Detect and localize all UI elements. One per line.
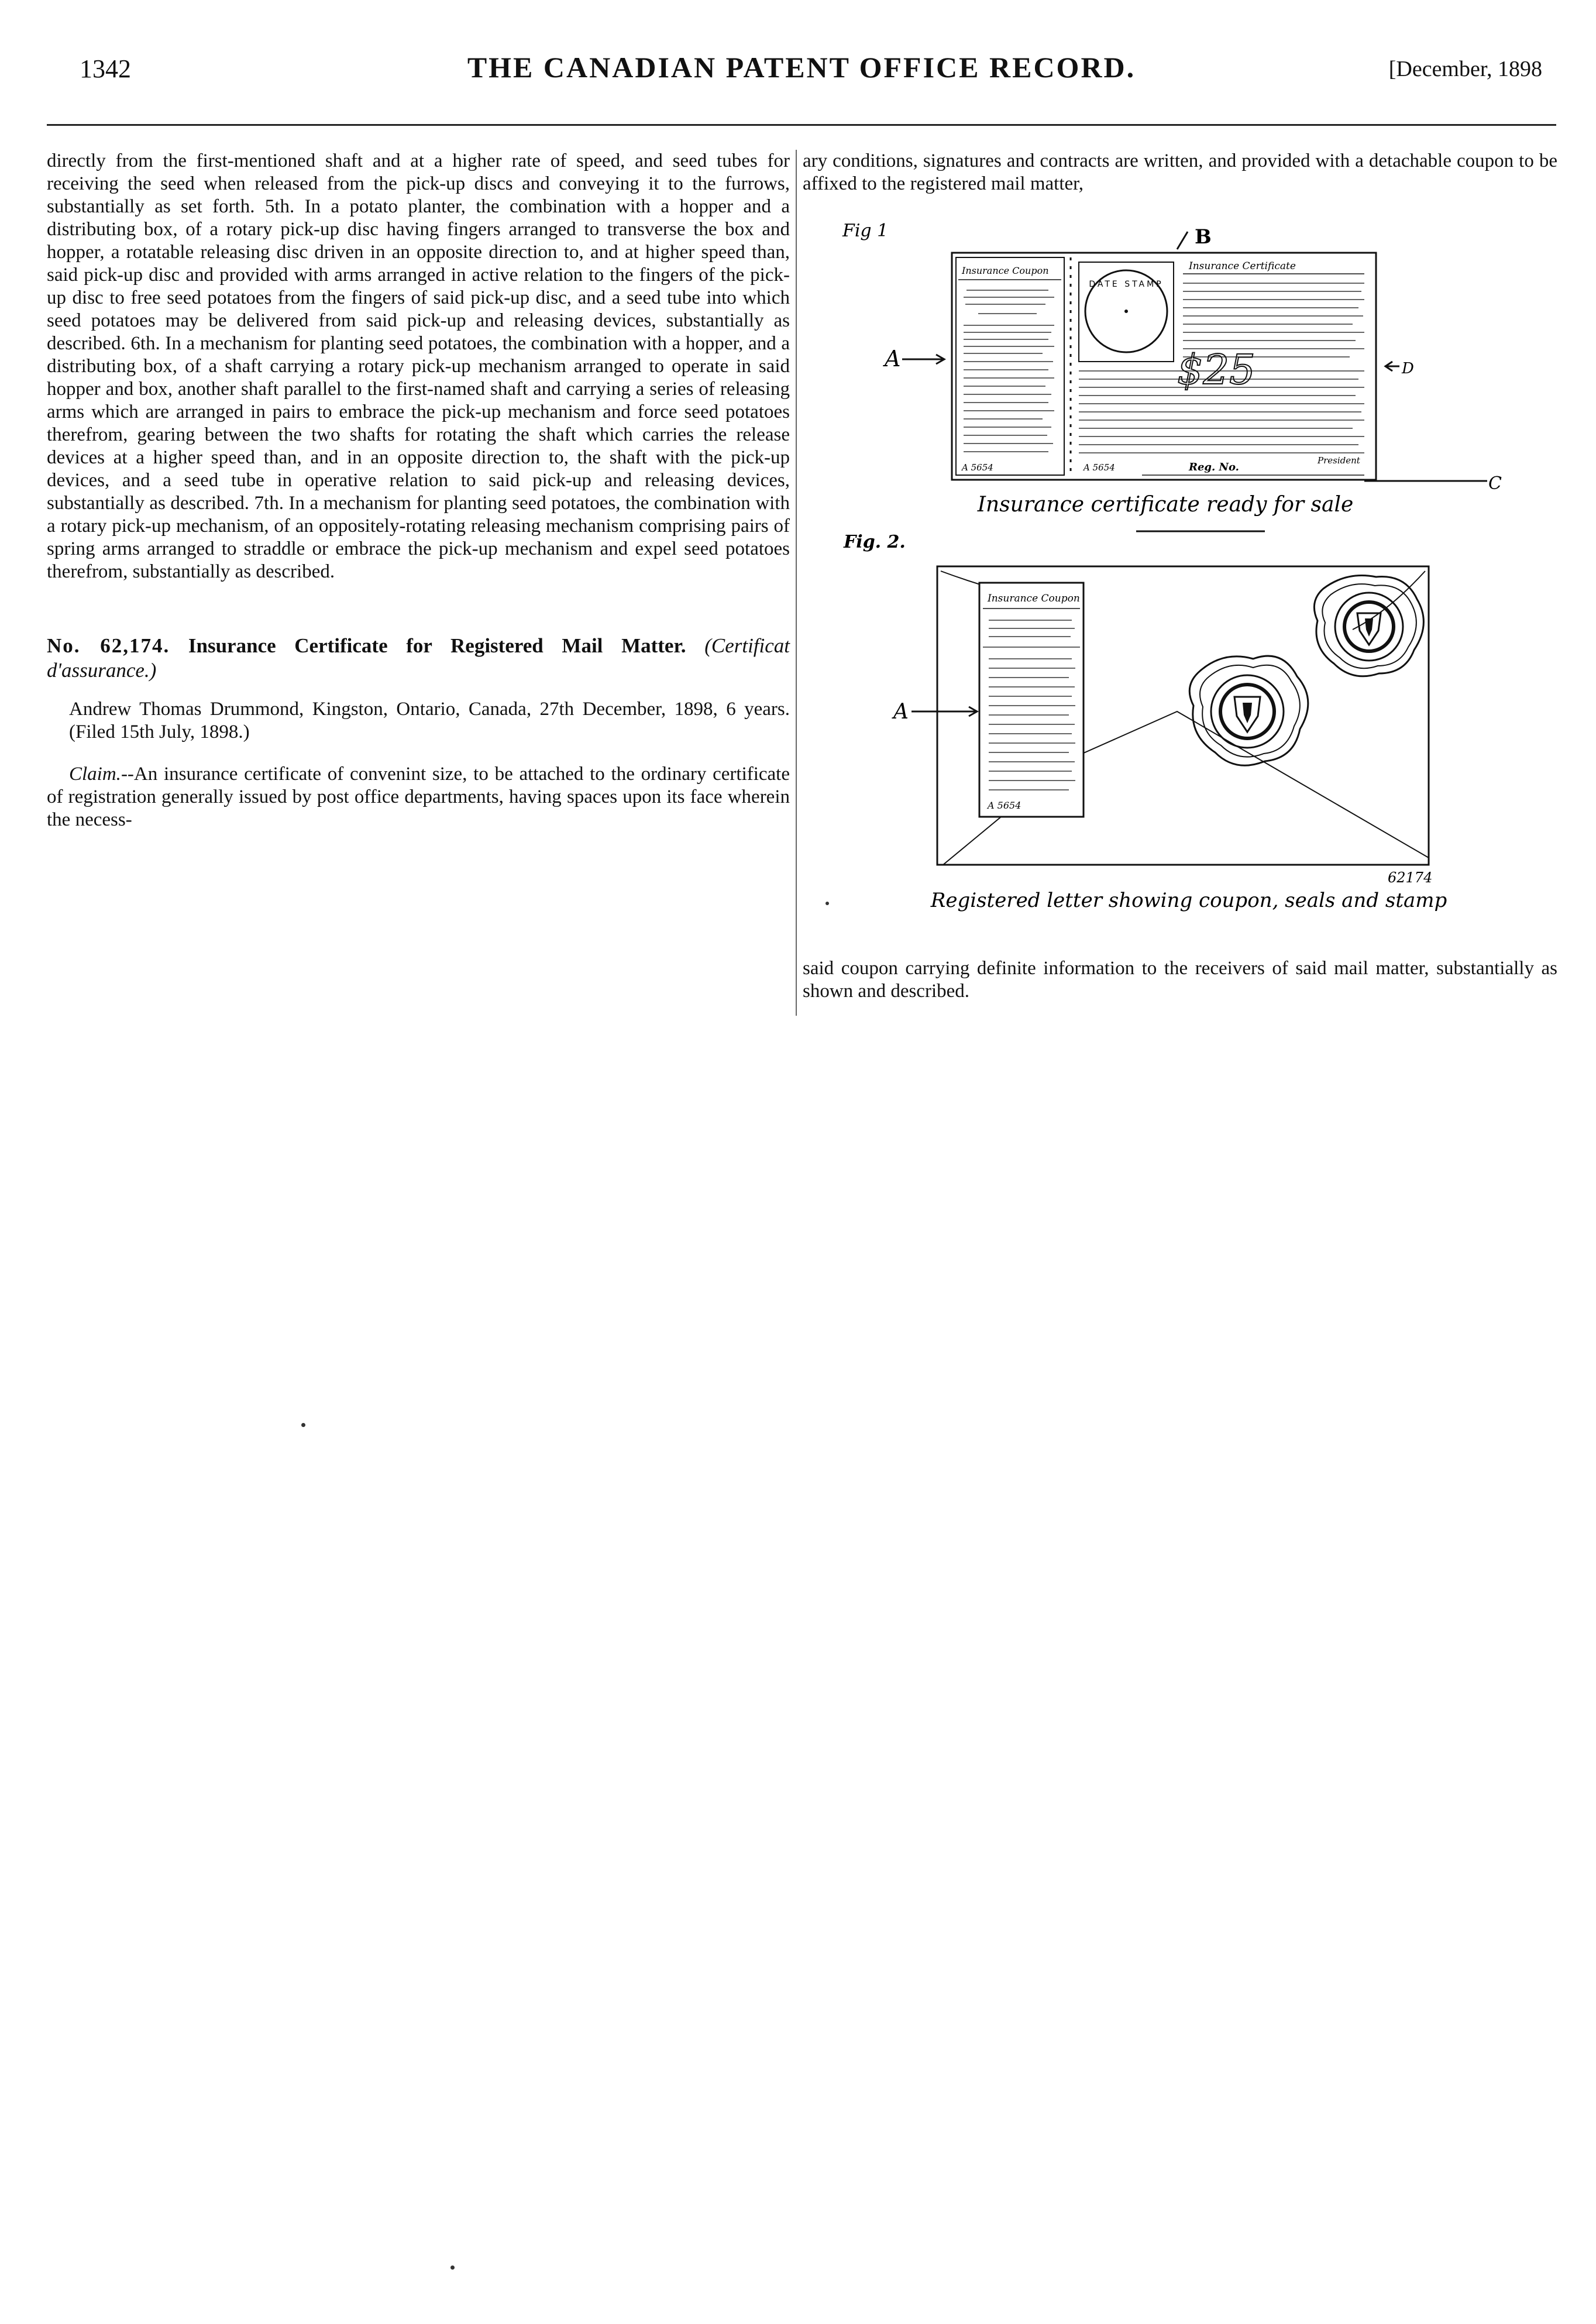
fig2-label: Fig. 2. xyxy=(844,532,906,552)
right-column-bottom xyxy=(803,957,1557,1003)
claim-final-text: said coupon carrying definite information to the receivers of said mail matter, substantially as shown and described. xyxy=(803,958,1557,1002)
fig1-coupon-handwriting xyxy=(964,290,1054,452)
fig1-ref-a: A xyxy=(885,346,901,372)
fig1-ref-c: C xyxy=(1488,473,1502,494)
fig1-ref-b-arrow xyxy=(1177,232,1188,249)
claim-continuation: ary conditions, signatures and contracts are written, and provided with a detachable coupon to be affixed to the registered mail matter, xyxy=(803,150,1557,194)
fig1-certificate-number: A 5654 xyxy=(1084,462,1115,473)
column-divider xyxy=(796,150,797,1016)
right-column xyxy=(803,150,1557,195)
fig1-amount-flourish: $25 xyxy=(1177,346,1256,394)
left-column xyxy=(47,150,790,831)
figure-drawing xyxy=(803,208,1557,946)
scan-speck xyxy=(450,2265,455,2270)
fig2-ref-a: A xyxy=(893,700,909,724)
claim-label: Claim. xyxy=(69,764,121,785)
page-number: 1342 xyxy=(80,54,131,83)
fig2-coupon-number: A 5654 xyxy=(988,800,1021,811)
fig1-certificate-heading: Insurance Certificate xyxy=(1189,260,1296,272)
journal-title: THE CANADIAN PATENT OFFICE RECORD. xyxy=(467,51,1136,84)
patent-figures xyxy=(803,208,1557,946)
scan-speck xyxy=(301,1423,305,1427)
fig1-coupon-number: A 5654 xyxy=(962,462,993,473)
patent-title: Insurance Certificate for Registered Mail Matter. xyxy=(188,634,686,657)
fig1-stamp-text: DATE STAMP xyxy=(1089,280,1164,289)
patent-number: No. 62,174. xyxy=(47,634,170,657)
claim-text: --An insurance certificate of convenint size, to be attached to the ordinary certificate of registration generally issued by post office departments, having spaces upon its face wherein the necess- xyxy=(47,764,790,830)
claims-continuation: directly from the first-mentioned shaft and at a higher rate of speed, and seed tubes for receiving the seed when released from the pick-up discs and conveying it to the furrows, substantially as set forth. 5th. In a potato planter, the combination with a hopper and a distributing box, of a rotary pick-up disc having fingers arranged to transverse the box and hopper, a rotatable releasing disc driven in an opposite direction to, and at higher speed than, said pick-up disc and provided with arms arranged in active relation to the fingers of the pick-up disc to free seed potatoes from the fingers of said pick-up disc, and a seed tube into which seed potatoes may be delivered from said pick-up and releasing devices, substantially as described. 6th. In a mechanism for planting seed potatoes, the combination with a hopper, and a distributing box, of a shaft carrying a rotary pick-up mechanism arranged to operate in said hopper and box, another shaft parallel to the first-named shaft and carrying a series of releasing arms which are arranged in pairs to embrace the pick-up mechanism and force seed potatoes therefrom, gearing between the two shafts for rotating the shaft which carries the release devices at a higher speed than, and in an opposite direction to, the shaft with the pick-up devices, and a seed tube in operative relation to said pick-up and releasing devices, substantially as described. 7th. In a mechanism for planting seed potatoes, the combination with a rotary pick-up mechanism, of an oppositely-rotating releasing mechanism comprising pairs of spring arms arranged to straddle or embrace the pick-up mechanism and expel seed potatoes therefrom, substantially as described. xyxy=(47,150,790,582)
fig2-wax-seal-left xyxy=(1189,656,1308,765)
fig2-coupon xyxy=(979,583,1084,817)
fig1-ref-d: D xyxy=(1402,360,1414,377)
header-rule xyxy=(47,124,1556,126)
fig2-wax-seal-right xyxy=(1314,576,1423,676)
fig1-ref-b: B xyxy=(1195,225,1212,249)
inventor-line: Andrew Thomas Drummond, Kingston, Ontario, Canada, 27th December, 1898, 6 years. (Filed 15th July, 1898.) xyxy=(69,699,790,742)
issue-date: [December, 1898 xyxy=(1388,57,1542,81)
fig1-certificate-border xyxy=(952,253,1376,480)
patent-title-french: (Certificat d'assurance.) xyxy=(47,634,790,682)
patent-heading xyxy=(47,634,790,683)
fig1-coupon-heading: Insurance Coupon xyxy=(962,265,1049,276)
fig2-coupon-heading: Insurance Coupon xyxy=(988,593,1080,604)
fig1-president: President xyxy=(1318,455,1360,466)
fig1-label: Fig 1 xyxy=(842,221,889,241)
fig2-patent-ref: 62174 xyxy=(1388,869,1433,886)
fig1-caption: Insurance certificate ready for sale xyxy=(977,493,1354,517)
page-header xyxy=(47,51,1556,95)
fig1-reg-no: Reg. No. xyxy=(1189,461,1239,473)
fig2-caption: Registered letter showing coupon, seals and stamp xyxy=(930,889,1447,912)
claim-paragraph xyxy=(47,763,790,831)
